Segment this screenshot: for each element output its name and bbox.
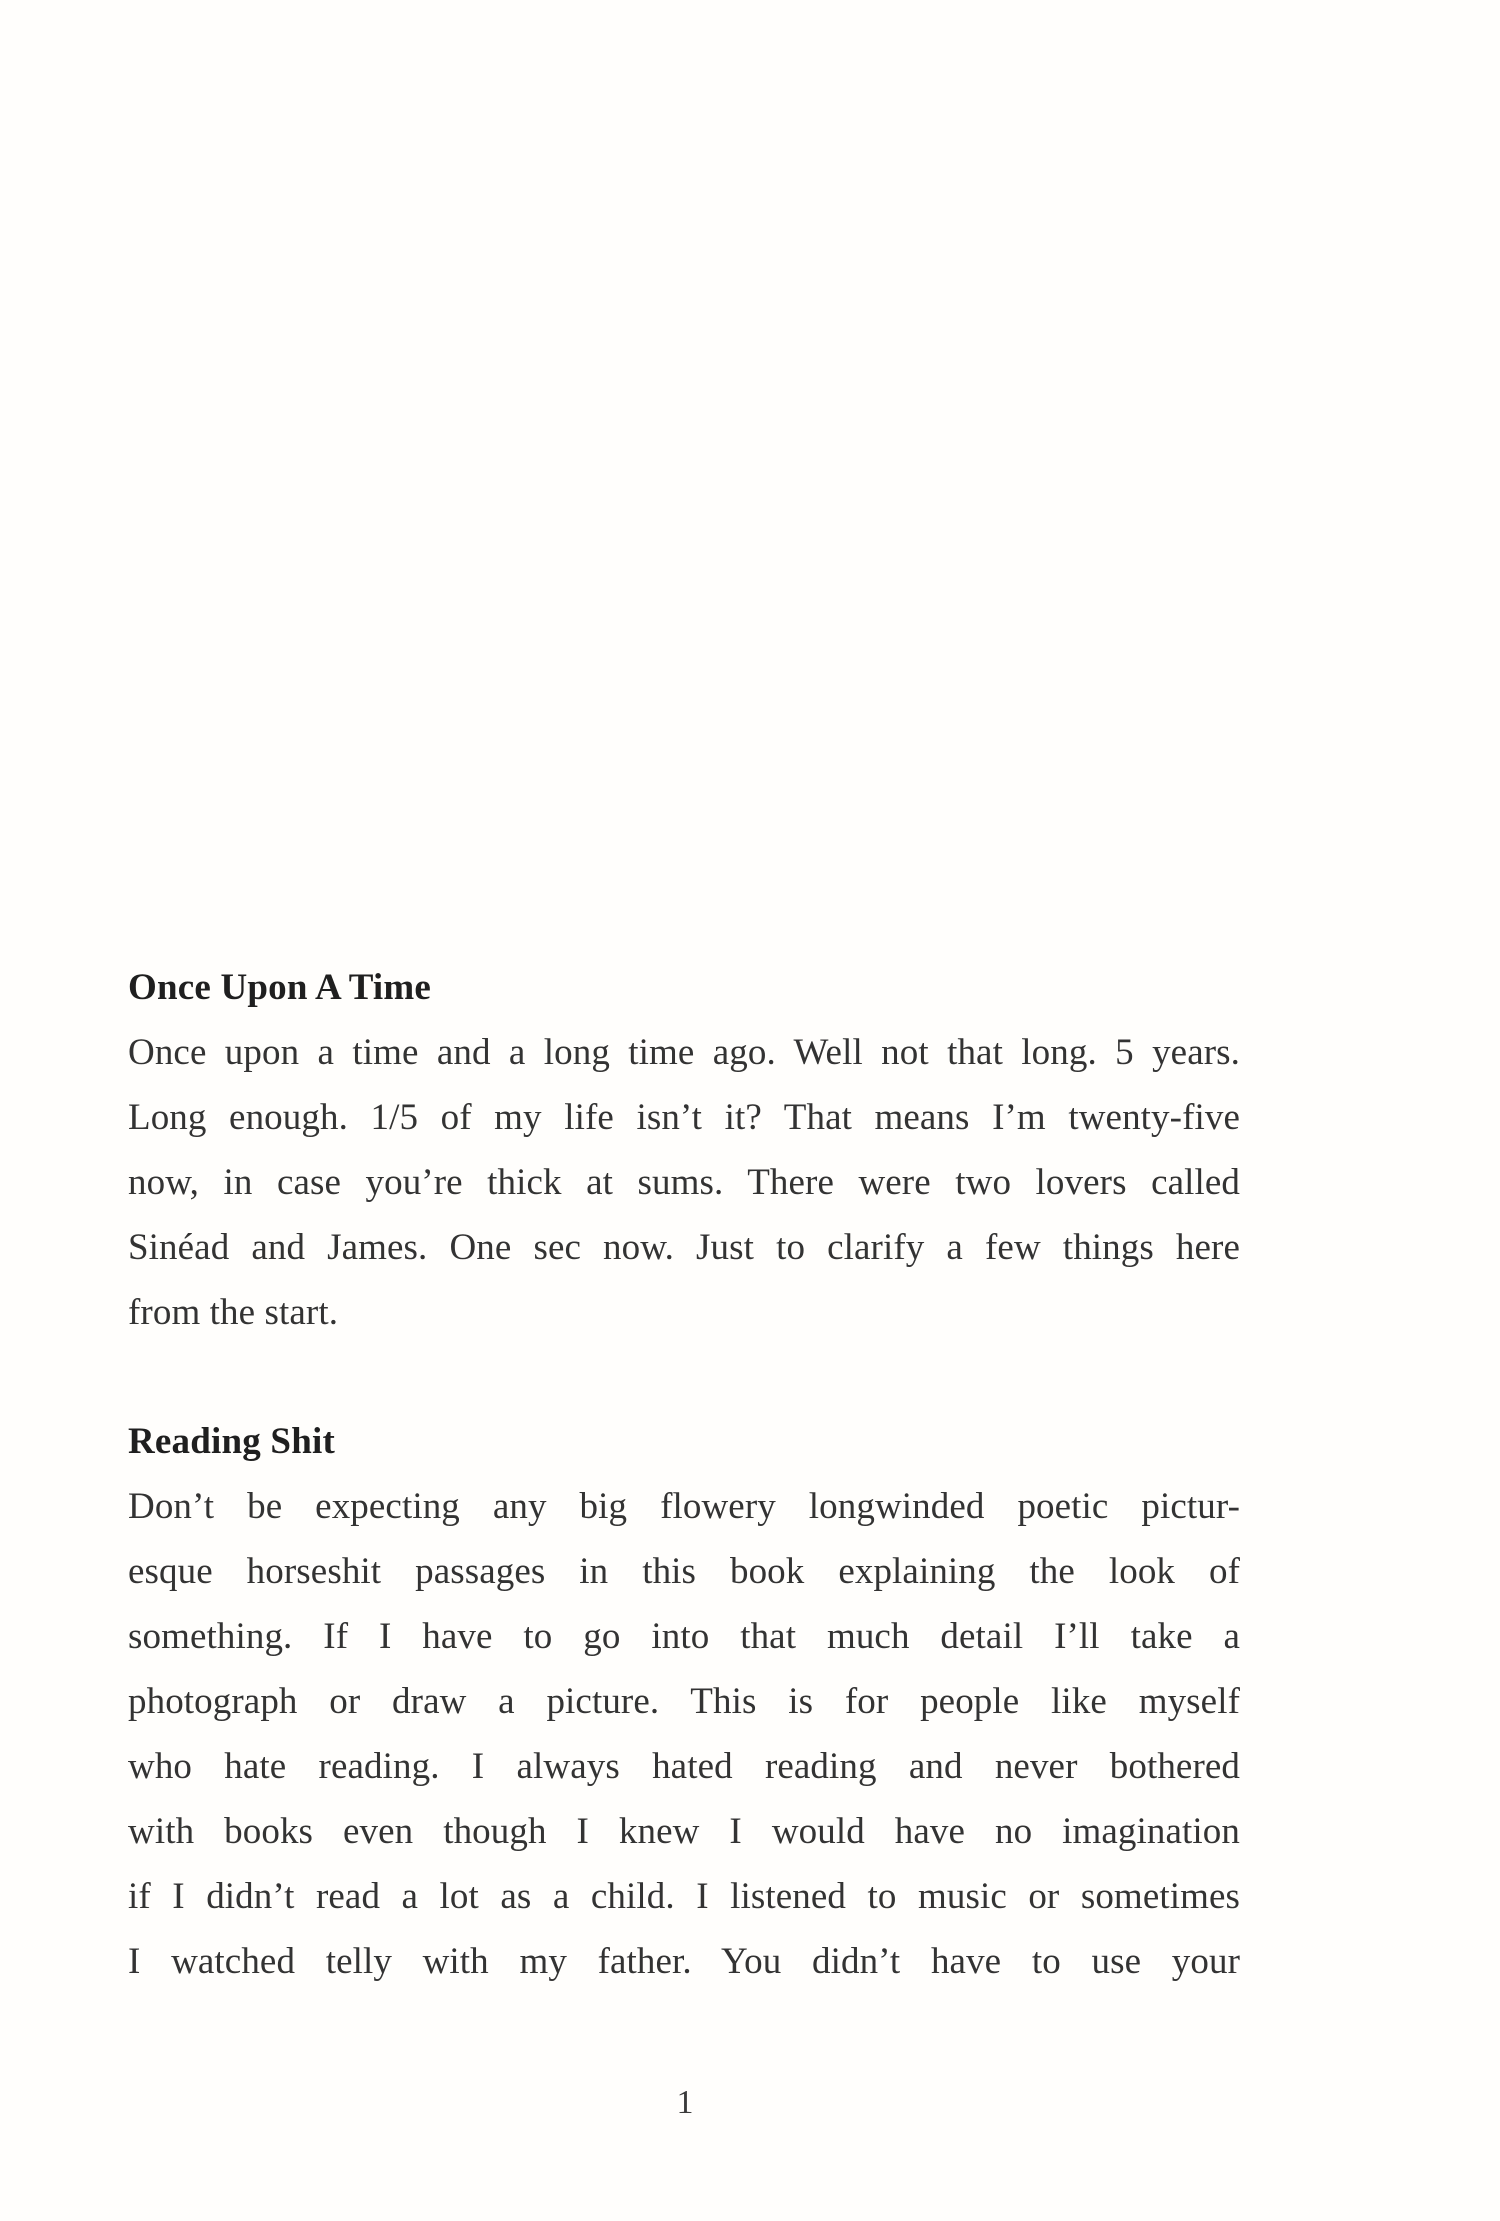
paragraph-line: Once upon a time and a long time ago. Well not that long. 5 years. xyxy=(128,1032,1240,1073)
paragraph-line: esque horseshit passages in this book explaining the look of xyxy=(128,1551,1240,1592)
section-paragraph xyxy=(128,1474,1240,1994)
section-heading: Reading Shit xyxy=(128,1421,335,1462)
paragraph-line: now, in case you’re thick at sums. There were two lovers called xyxy=(128,1162,1240,1203)
paragraph-line: who hate reading. I always hated reading and never bothered xyxy=(128,1746,1240,1787)
paragraph-line: something. If I have to go into that much detail I’ll take a xyxy=(128,1616,1240,1657)
paragraph-line: Long enough. 1/5 of my life isn’t it? That means I’m twenty-five xyxy=(128,1097,1240,1138)
paragraph-line: Don’t be expecting any big flowery longwinded poetic pictur- xyxy=(128,1486,1240,1527)
paragraph-line: Sinéad and James. One sec now. Just to clarify a few things here xyxy=(128,1227,1240,1268)
paragraph-line: I watched telly with my father. You didn’t have to use your xyxy=(128,1941,1240,1982)
paragraph-line: photograph or draw a picture. This is for people like myself xyxy=(128,1681,1240,1722)
section-heading: Once Upon A Time xyxy=(128,967,432,1008)
paragraph-line: with books even though I knew I would have no imagination xyxy=(128,1811,1240,1852)
section-once-upon-a-time xyxy=(128,956,1240,1345)
paragraph-line: if I didn’t read a lot as a child. I listened to music or sometimes xyxy=(128,1876,1240,1917)
page-number: 1 xyxy=(676,2084,694,2121)
paragraph-line: from the start. xyxy=(128,1292,339,1333)
section-paragraph xyxy=(128,1020,1240,1345)
section-reading-shit xyxy=(128,1410,1240,1994)
